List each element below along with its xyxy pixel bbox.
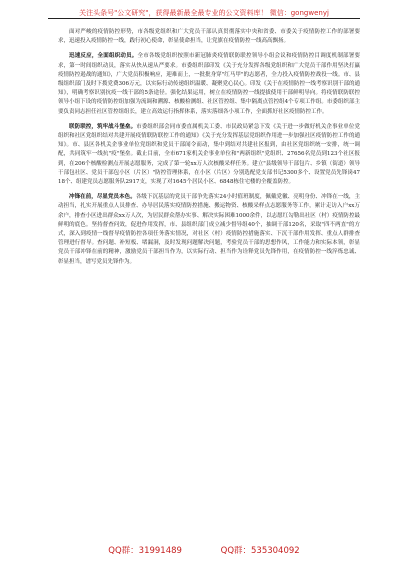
page-footer	[0, 544, 408, 556]
paragraph-text: 市委组织部会同市委直属机关工委、市民政局紧急下发《关于进一步做好机关企事业单位党组织和社区党组织结对共建开展疫情联防联控工作的通知》《关于充分发挥基层党组织作用进一步加强社区疫情防控工作的通知》。市、县区各机关企事业单位党组织和党员干部闻令而动，集中到结对共建社区报到，由社区党组织统一安排，统一调配，共同筑牢一线抗"疫"堡垒。截止目前，全市671家机关企事业单位和"两新组织"党组织、27656名党员到123个社区报到，在206个核酸检测点开展志愿服务，完成了第一轮xx万人次核酸采样任务。建立"县级领导干部包片、乡镇（街道）领导干部包社区、党员干部包小区（片区）"防控管理体系，在小区（片区）分别选配党支部书记5300多个、设置党员先锋岗4718个、组建党员志愿服务队2917支，实现了对1645个居民小区、6848栋住宅楼的全覆盖防控。	[58, 123, 360, 186]
paragraph-text: 面对严峻的疫情防控形势，市各级党组织和广大党员干部认真贯彻落实中央和省委、市委关于疫情防控工作的部署要求，迅速投入疫情防控一线，践行初心使命，彰显使命担当，让党旗在疫情防控一线高高飘扬。	[58, 29, 360, 45]
qq-group-1: QQ群：31991489	[108, 546, 182, 556]
document-body	[58, 28, 360, 273]
qq-group-2: QQ群：535304092	[220, 546, 300, 556]
section-paragraph-joint-control	[58, 123, 360, 187]
paragraph-lead: 迅速反应，全面组织动员。	[69, 53, 138, 60]
paragraph-text: 各级下沉基层的党员干部争先落实24小时值班制度，佩戴党徽、亮明身份、冲锋在一线，主动担当，扎实开展重点人员排查、办导居民落实疫情防控措施、搬运物资、核酸采样点志愿服务等工作，累计走访入户xx万余户，排查小区进出群众xx万人次，为居民群众帮办实事、解决实际困难1000余件，以志愿红勾勒出社区（村）疫情防控最鲜明的底色。坚持督查问效，促进作用发挥，市、县组织部门成立减少督导组40个，抽调干部120名，采取"四不两直"的方式，深入到疫情一线督导疫情防控各项任务落实情况，对社区（村）疫情防控措施落实、下沉干部作用发挥、重点人群排查管理进行督导。查问题、补短板、堵漏洞，及时发现问题解决问题，考验党员干部的思想作风，工作能力和实际本领，彰显党员干部冲锋在前的精神，激励党员干部担当作为，以实际行动、担当作为诠释党员先锋作用，在疫情防控一线淬炼忠诚、彰显担当，谱写党员先锋作为。	[58, 194, 360, 265]
page-header-banner: 关注头条号"公文研究"，获得最新最全最专业的公文资料库！ 微信：gongwenyj	[79, 9, 329, 17]
header-divider	[48, 18, 360, 19]
section-paragraph-party-members	[58, 193, 360, 267]
paragraph-text: 全市各级党组织按照市新冠肺炎疫情联防联控领导小组会议和疫情防控目调度机制部署要求，第一时间组织动员，落实从快从速从严要求。市委组织部印发《关于充分发挥各级党组织和广大党员干部作用坚决打赢疫情防控遏战的通知》，广大党员积极响应，迎难而上，一批批身穿"红马甲"的志愿者，全力投入疫情防控战役一线。市、县级组织部门及时下拨党费306万元，以实际行动传递组织温暖、凝聚党心民心。印发《关于在疫情防控一线考察识别干部的通知》，明确考察识别抗疫一线干部的5条途径。强化结果运用，树立在疫情防控一线提拔使用干部鲜明导向。将疫情联防联控领导小组下设的疫情防控组加强为流调和溯源、核酸检测组、社区管控组、集中隔离点管控组4个专项工作组。市委组织部主要负责同志担任社区管控组组长，建立高效运行指挥体系，落实落细各小项工作，全面抓好社区疫情防控工作。	[58, 53, 361, 115]
intro-paragraph	[58, 28, 360, 46]
section-paragraph-mobilization	[58, 52, 360, 116]
paragraph-lead: 冲锋在前，尽显党员本色。	[69, 194, 136, 201]
paragraph-lead: 联防联控，筑牢战斗堡垒。	[69, 123, 137, 130]
